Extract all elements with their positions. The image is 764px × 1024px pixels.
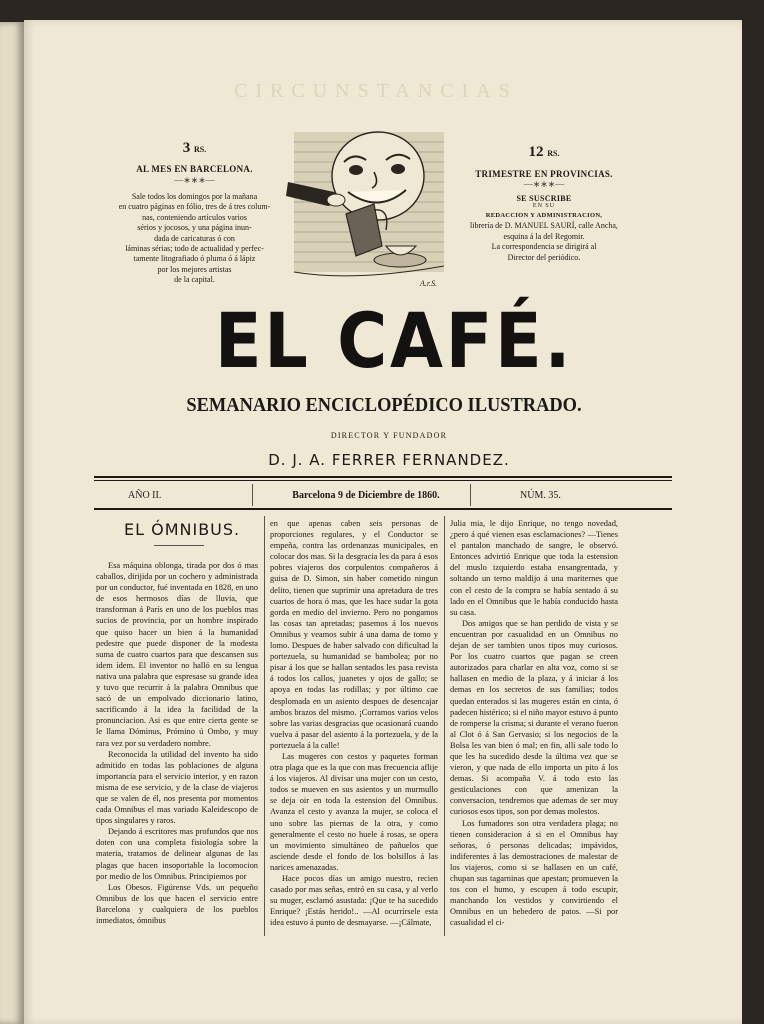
right-price-unit: RS. [547,149,560,158]
left-line: por los mejores artistas [157,264,232,274]
column-1 [96,560,258,926]
coffee-face-engraving [274,122,450,290]
en-su-label: EN SU [532,203,556,209]
left-line: de la capital. [174,275,215,285]
right-price [464,144,624,161]
paragraph: en que apenas caben seis personas de proporciones regulares, y el Conductor se empeña, contra las ordenanzas municipales, en colocar dos mas. Si la desgracia les da para á esos pobres viajeros dos corpulentos compañeros á guisa de D. Simon, sin haber cometido ningun delito, tienen que suprimir una apretadura de tres cuartos de hora ó mas, que les hace sudar la gota gorda en medio del invierno. Pero no pongamos las cosas tan apretadas; pasemos á los nuevos Omnibus y veamos subir á una dama de tomo y lomo. Despues de haber salvado con dificultad la portezuela, su humanidad se bambolea; por no pisar á los que se hallan sentados les pasa revista á todos los callos, juanetes y ojos de gallo; se apoya en todas las rodillas; y por último cae desplomada en un asiento despues de desencajar ambos brazos del mismo. ¡Corramos varios velos sobre las varias desgracias que ocasionará cuando vuelva á pasar del asiento á la portezuela, y de la portezuela á la calle! [270,519,438,750]
top-rule-thin [94,480,672,481]
left-line: tamente litografiado ó pluma ó á lápiz [133,254,256,264]
dateline-number: NÚM. 35. [520,490,561,501]
director-label: DIRECTOR Y FUNDADOR [330,431,448,440]
left-line: Sale todos los domingos por la mañana [131,192,258,201]
hand [327,194,345,206]
left-description [112,192,277,286]
title-underline [154,545,204,546]
dateline-date: Barcelona 9 de Diciembre de 1860. [292,490,440,501]
left-line: sérios y jocosos, y una página inun- [137,223,252,233]
dateline-separator [470,484,471,506]
face-shape [332,132,424,220]
masthead-title: EL CAFÉ. [214,296,574,385]
right-price-number: 12 [528,144,544,160]
subscribe-label: SE SUSCRIBE [516,194,572,203]
paragraph: Los fumadores son otra verdadera plaga; no tienen consideracion á si en el Omnibus hay señoras, ó personas delicadas; impávidos, indiferentes á las demostraciones de malestar de los viajeros, como si se hallasen en un café, chupan sus tagarninas que apestan; promueven la tos con el humo, y escupen á todo escupir, manchando los vestidos y convirtiendo el Omnibus en un bebedero de patos. —Si por casualidad el ci- [450,818,618,928]
top-rule [94,476,672,478]
dateline-separator [252,484,253,506]
paragraph: Reconocida la utilidad del invento ha sido admitido en todas las poblaciones de alguna importancia para el servicio interior, y en razon misma de ese servicio, y de la clase de viajeros que se valen de él, nos presenta por momentos cada Omnibus el mas variado Kaleidescopo de tipos singulares y raros. [96,749,258,826]
bleed-through-text: CIRCUNSTANCIAS [234,80,518,102]
left-ornament: —∗∗∗— [174,175,215,185]
column-2 [270,518,438,928]
left-price-unit: RS. [194,145,207,154]
right-line: Director del periódico. [507,252,581,262]
left-price [112,140,277,157]
paragraph: Julia mia, le dijo Enrique, no tengo novedad, ¿pero á qué vienen esas esclamaciones? —Tienes el pantalon manchado de sangre, le observó. Entonces advirtió Enrique que toda la estension del muslo izquierdo estaba ensangrentada, y soltando un terno maldijo á una mariternes que con el cesto de la compra se había sentado á su lado en el Omnibus que le había conducido hasta su casa. [450,519,618,617]
paragraph: Las mugeres con cestos y paquetes forman otra plaga que es la que con mas frecuencia aflije á los viajeros. Al divisar una mujer con un cesto, todos se mueven en sus asientos y un murmullo se deja oir en toda la estension del Omnibus. Avanza el cesto y avanza la mujer, se coloca el uno sobre las piernas de la otra, y como generalmente el cesto no huele á rosas, se opera un movimiento simultáneo de pañuelos que asciende desde el fondo de los bolsillos á las narices amenazadas. [270,751,438,872]
right-description [464,211,624,263]
left-price-number: 3 [182,140,191,156]
engraving-signature: A.r.S. [420,279,438,288]
column-3 [450,518,618,928]
right-line: REDACCION Y ADMINISTRACION, [485,212,603,219]
left-header [112,140,277,286]
subtitle: SEMANARIO ENCICLOPÉDICO ILUSTRADO. [186,394,582,416]
left-line: dada de caricaturas ó con [154,233,235,243]
director-name: D. J. A. FERRER FERNANDEZ. [268,451,510,469]
right-line: librería de D. MANUEL SAURÍ, calle Ancha, [470,221,618,231]
right-line: La correspondencia se dirigirá al [491,242,597,252]
paragraph: Dejando á escritores mas profundos que nos doten con una completa fisiología sobre la materia, tratamos de delinear algunas de las plagas que hacen insoportable la locomocion por medio de los Omnibus. Principiemos por [96,827,258,881]
paragraph: Los Obesos. Figúrense Vds. un pequeño Omnibus de los que hacen el servicio entre Barcelona y cualquiera de los pueblos inmediatos, ómnibus [96,882,258,925]
newspaper-page [24,20,742,1024]
dateline-year: AÑO II. [128,490,162,501]
left-line: en cuatro páginas en fólio, tres de á tres colum- [118,202,271,212]
column-separator [264,516,265,936]
left-period: AL MES EN BARCELONA. [136,164,253,174]
right-ornament: —∗∗∗— [523,179,565,189]
right-eye [391,164,405,174]
left-line: nas, conteniendo artículos varios [142,212,247,222]
column-separator [444,516,445,936]
left-eye [349,165,363,175]
paragraph: Dos amigos que se han perdido de vista y se encuentran por casualidad en un Omnibus no dejan de ser tambien unos tipos muy curiosos. Por los cuatro cuartos que pagan se creen autorizados para charlar en alta voz, como si se hallasen en medio de la plaza, y á iniciar á los demas en los secretos de sus familias; todos quedan enterados si las mugeres están en cinta, ó padecen histérico; si el niño mayor estuvo á punto de romperse la crisma; si durante el verano fueron al Clot ó á San Gervasio; si los negocios de la Bolsa les van bien ó mal; en fin, allí sale todo lo que les ha sucedido desde la última vez que se vieron, y que nada de ello importa un pito á los demas. Si acompaña V. á todo esto las gesticulaciones con que amenizan la conversacion, tendremos que ademas de ser muy curiosos esos tipos, son por demas molestos. [450,618,618,817]
left-line: láminas sérias; todo de actualidad y perfec- [125,244,264,254]
right-line: esquina á la del Regomir. [503,231,585,241]
right-period: TRIMESTRE EN PROVINCIAS. [475,169,613,179]
right-header [464,144,624,263]
previous-page-edge [0,22,24,1024]
bottom-rule [94,508,672,510]
paragraph: Hace pocos días un amigo nuestro, recien casado por mas señas, entró en su casa, y al verlo su muger, esclamó asustada: ¡Que te ha sucedido Enrique? ¡Estás herido!.. —Al ocurrírsele esta idea estuvo á punto de desmayarse. —¡Cálmate, [270,874,438,928]
paragraph: Esa máquina oblonga, tirada por dos ó mas caballos, dirijida por un cochero y administrada por un conductor, fué inventada en 1828, en uno de esos hermosos días de lluvia, que transforman á París en uno de los pueblos mas sucios de provincia, por un hombre inspirado que quiso hacer un bien á la humanidad pedestre que puede disponer de la modesta suma de cuatro cuartos para que descansen sus idem ídem. El inventor no halló en su lengua nativa una palabra que espresase su grande idea y tuvo que recurrir á la palabra Omnibus que sacó de un empolvado diccionario latino, sacrificando á la idea la facilidad de la pronunciacion. Asi es que entre cierta gente se le llama Dóminus, Prómino ú Ombo, y muy rara vez por su verdadero nombre. [96,561,258,748]
article-title: EL ÓMNIBUS. [124,520,241,539]
